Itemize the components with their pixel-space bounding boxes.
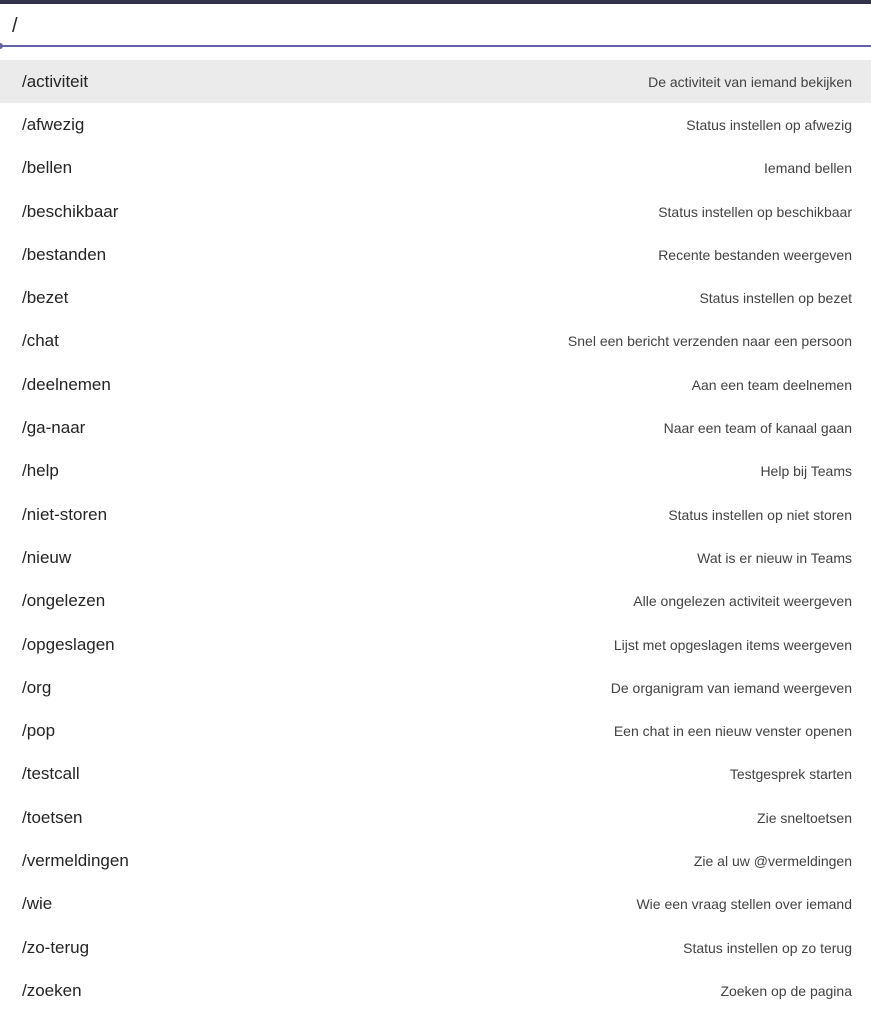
command-suggestion-item[interactable] — [0, 320, 871, 363]
command-suggestion-item[interactable] — [0, 969, 871, 1012]
command-name: /zo-terug — [22, 937, 90, 957]
command-suggestion-item[interactable] — [0, 796, 871, 839]
command-name: /chat — [22, 331, 59, 351]
command-name: /pop — [22, 721, 56, 741]
command-description: Een chat in een nieuw venster openen — [613, 723, 852, 740]
command-description: Status instellen op niet storen — [668, 506, 852, 523]
command-description: Status instellen op beschikbaar — [658, 203, 852, 220]
command-suggestion-item[interactable] — [0, 147, 871, 190]
command-name: /afwezig — [22, 114, 85, 134]
command-name: /beschikbaar — [22, 201, 119, 221]
command-name: /bellen — [22, 158, 73, 178]
command-description: Status instellen op bezet — [699, 290, 852, 307]
command-description: Wie een vraag stellen over iemand — [636, 896, 852, 913]
command-description: De activiteit van iemand bekijken — [648, 73, 852, 90]
command-description: Snel een bericht verzenden naar een persoon — [567, 333, 852, 350]
command-suggestion-item[interactable] — [0, 276, 871, 319]
command-suggestion-item[interactable] — [0, 190, 871, 233]
command-description: Status instellen op zo terug — [683, 939, 852, 956]
command-name: /vermeldingen — [22, 850, 129, 870]
command-suggestion-item[interactable] — [0, 363, 871, 406]
command-name: /wie — [22, 894, 53, 914]
command-suggestion-item[interactable] — [0, 450, 871, 493]
command-suggestion-item[interactable] — [0, 406, 871, 449]
command-description: Iemand bellen — [764, 160, 852, 177]
command-description: Naar een team of kanaal gaan — [663, 420, 852, 437]
command-description: Wat is er nieuw in Teams — [697, 549, 852, 566]
command-name: /zoeken — [22, 980, 82, 1000]
command-name: /testcall — [22, 764, 80, 784]
command-suggestion-item[interactable] — [0, 103, 871, 146]
command-name: /bestanden — [22, 244, 107, 264]
command-description: Testgesprek starten — [729, 766, 852, 783]
command-search-input[interactable] — [8, 12, 852, 40]
command-suggestion-item[interactable] — [0, 666, 871, 709]
command-description: Zie sneltoetsen — [757, 809, 852, 826]
command-name: /bezet — [22, 288, 69, 308]
command-name: /nieuw — [22, 547, 72, 567]
command-suggestion-item[interactable] — [0, 233, 871, 276]
command-name: /niet-storen — [22, 504, 108, 524]
command-suggestion-item[interactable] — [0, 60, 871, 103]
command-suggestion-item[interactable] — [0, 493, 871, 536]
command-description: Lijst met opgeslagen items weergeven — [613, 636, 852, 653]
command-description: Alle ongelezen activiteit weergeven — [633, 593, 852, 610]
command-suggestion-item[interactable] — [0, 580, 871, 623]
command-name: /activiteit — [22, 71, 89, 91]
command-suggestion-item[interactable] — [0, 883, 871, 926]
command-name: /opgeslagen — [22, 634, 115, 654]
command-name: /deelnemen — [22, 374, 111, 394]
command-name: /ga-naar — [22, 418, 86, 438]
command-suggestion-item[interactable] — [0, 709, 871, 752]
command-suggestion-item[interactable] — [0, 753, 871, 796]
command-description: Help bij Teams — [760, 463, 852, 480]
command-description: De organigram van iemand weergeven — [610, 679, 852, 696]
command-name: /toetsen — [22, 807, 83, 827]
command-name: /help — [22, 461, 59, 481]
command-search-box[interactable] — [0, 4, 871, 47]
command-name: /ongelezen — [22, 591, 106, 611]
command-suggestion-list — [0, 60, 871, 1013]
command-suggestion-item[interactable] — [0, 536, 871, 579]
command-suggestion-item[interactable] — [0, 926, 871, 969]
command-suggestion-item[interactable] — [0, 623, 871, 666]
command-description: Aan een team deelnemen — [691, 376, 852, 393]
command-suggestion-item[interactable] — [0, 839, 871, 882]
command-description: Zoeken op de pagina — [720, 982, 852, 999]
command-name: /org — [22, 677, 52, 697]
command-description: Status instellen op afwezig — [686, 116, 852, 133]
command-description: Recente bestanden weergeven — [658, 246, 852, 263]
command-description: Zie al uw @vermeldingen — [693, 852, 852, 869]
